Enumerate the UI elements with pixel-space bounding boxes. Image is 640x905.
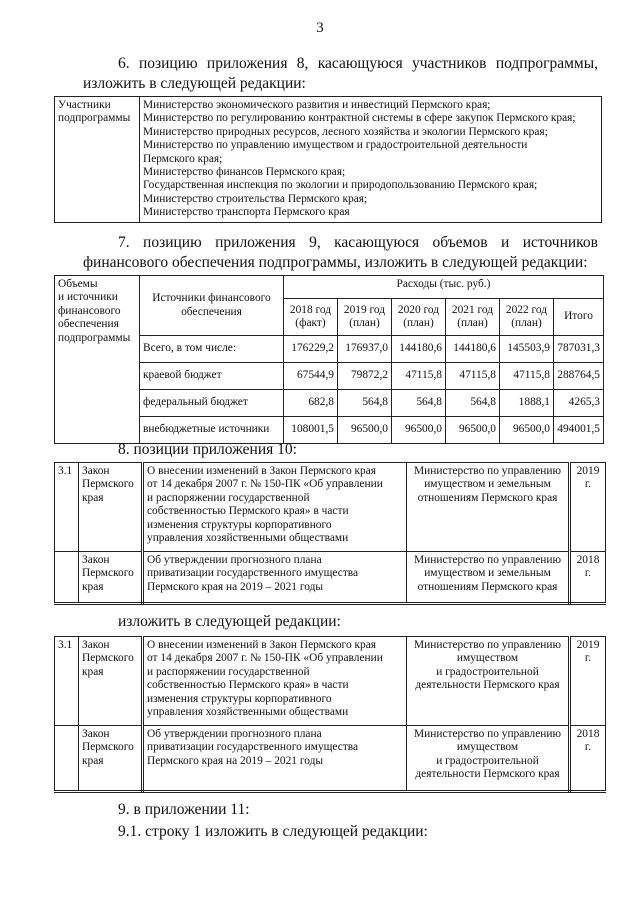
participant-item: Министерство финансов Пермского края; [143, 166, 346, 179]
value-cell: 96500,0 [338, 417, 392, 444]
item6-intro-line2: изложить в следующей редакции: [83, 75, 306, 92]
value-cell: 144180,6 [392, 336, 446, 363]
row-number [55, 552, 79, 604]
doc-description: О внесении изменений в Закон Пермского края от 14 декабря 2007 г. № 150-ПК «Об управлении и распоряжении государственной собственностью Пермского края» в части изменения структуры корпоративного управления хозяйственными обществами [143, 463, 407, 552]
participant-item: Министерство транспорта Пермского края [143, 206, 350, 219]
year-header: 2020 год (план) [392, 299, 446, 336]
value-cell: 564,8 [446, 390, 500, 417]
item6-intro-line1: 6. позицию приложения 8, касающуюся участников подпрограммы, [118, 55, 598, 72]
executor: Министерство по управлению имуществом и земельным отношениям Пермского края [407, 463, 570, 552]
item8-intro: 8. позиции приложения 10: [118, 441, 297, 458]
value-cell: 96500,0 [500, 417, 554, 444]
year-header: 2019 год (план) [338, 299, 392, 336]
total-header: Итого [554, 299, 604, 336]
doc-description: Об утверждении прогнозного плана приватизации государственного имущества Пермского края на 2019 – 2021 годы [143, 726, 407, 792]
page-number: 3 [316, 20, 324, 36]
value-cell: 1888,1 [500, 390, 554, 417]
row-number: 3.1 [55, 463, 79, 552]
doc-description: О внесении изменений в Закон Пермского края от 14 декабря 2007 г. № 150-ПК «Об управлении и распоряжении государственной собственностью Пермского края» в части изменения структуры корпоративного управления хозяйственными обществами [143, 637, 407, 726]
participants-label: Участники подпрограммы [55, 97, 140, 223]
item7-intro-line2: финансового обеспечения подпрограммы, изложить в следующей редакции: [83, 254, 588, 271]
new-positions-table [54, 636, 606, 793]
item7-intro-line1: 7. позицию приложения 9, касающуюся объемов и источников [118, 234, 598, 251]
source-cell: Всего, в том числе: [140, 336, 284, 363]
value-cell: 4265,3 [554, 390, 604, 417]
row-number [55, 726, 79, 792]
participants-table [54, 96, 602, 223]
doc-type: Закон Пермского края [79, 552, 143, 604]
value-cell: 145503,9 [500, 336, 554, 363]
participant-item: Министерство экономического развития и инвестиций Пермского края; [143, 99, 491, 111]
value-cell: 96500,0 [446, 417, 500, 444]
value-cell: 787031,3 [554, 336, 604, 363]
value-cell: 176229,2 [284, 336, 338, 363]
old-positions-table [54, 462, 606, 605]
participant-item: Пермского края; [143, 152, 223, 165]
executor: Министерство по управлению имуществом и земельным отношениям Пермского края [407, 552, 570, 604]
participant-item: Министерство по регулированию контрактной системы в сфере закупок Пермского края; [143, 112, 576, 125]
source-cell: внебюджетные источники [140, 417, 284, 444]
value-cell: 144180,6 [446, 336, 500, 363]
value-cell: 96500,0 [392, 417, 446, 444]
funding-table [54, 275, 604, 444]
value-cell: 564,8 [392, 390, 446, 417]
year-header: 2021 год (план) [446, 299, 500, 336]
participant-item: Министерство природных ресурсов, лесного хозяйства и экологии Пермского края; [143, 125, 548, 138]
participant-item: Государственная инспекция по экологии и природопользованию Пермского края; [143, 179, 538, 192]
source-cell: краевой бюджет [140, 363, 284, 390]
item9-line1: 9. в приложении 11: [118, 801, 250, 818]
value-cell: 564,8 [338, 390, 392, 417]
value-cell: 288764,5 [554, 363, 604, 390]
value-cell: 79872,2 [338, 363, 392, 390]
participants-list [140, 97, 602, 223]
deadline: 2018 г. [570, 552, 606, 604]
value-cell: 47115,8 [392, 363, 446, 390]
source-header: Источники финансового обеспечения [140, 276, 284, 336]
value-cell: 176937,0 [338, 336, 392, 363]
deadline: 2019 г. [570, 463, 606, 552]
value-cell: 47115,8 [500, 363, 554, 390]
executor: Министерство по управлению имуществом и градостроительной деятельности Пермского края [407, 637, 570, 726]
funding-label: Объемы и источники финансового обеспечения подпрограммы [55, 276, 140, 444]
executor: Министерство по управлению имуществом и градостроительной деятельности Пермского края [407, 726, 570, 792]
deadline: 2018 г. [570, 726, 606, 792]
doc-description: Об утверждении прогнозного плана приватизации государственного имущества Пермского края на 2019 – 2021 годы [143, 552, 407, 604]
item8-new-intro: изложить в следующей редакции: [118, 613, 341, 630]
doc-type: Закон Пермского края [79, 463, 143, 552]
source-cell: федеральный бюджет [140, 390, 284, 417]
participant-item: Министерство строительства Пермского края; [143, 192, 368, 205]
deadline: 2019 г. [570, 637, 606, 726]
row-number: 3.1 [55, 637, 79, 726]
item9-line2: 9.1. строку 1 изложить в следующей редакции: [118, 823, 428, 840]
year-header: 2018 год (факт) [284, 299, 338, 336]
doc-type: Закон Пермского края [79, 726, 143, 792]
participant-item: Министерство по управлению имуществом и градостроительной деятельности [143, 139, 528, 152]
value-cell: 47115,8 [446, 363, 500, 390]
value-cell: 682,8 [284, 390, 338, 417]
year-header: 2022 год (план) [500, 299, 554, 336]
value-cell: 494001,5 [554, 417, 604, 444]
expenses-header: Расходы (тыс. руб.) [284, 276, 604, 299]
doc-type: Закон Пермского края [79, 637, 143, 726]
value-cell: 67544,9 [284, 363, 338, 390]
value-cell: 108001,5 [284, 417, 338, 444]
